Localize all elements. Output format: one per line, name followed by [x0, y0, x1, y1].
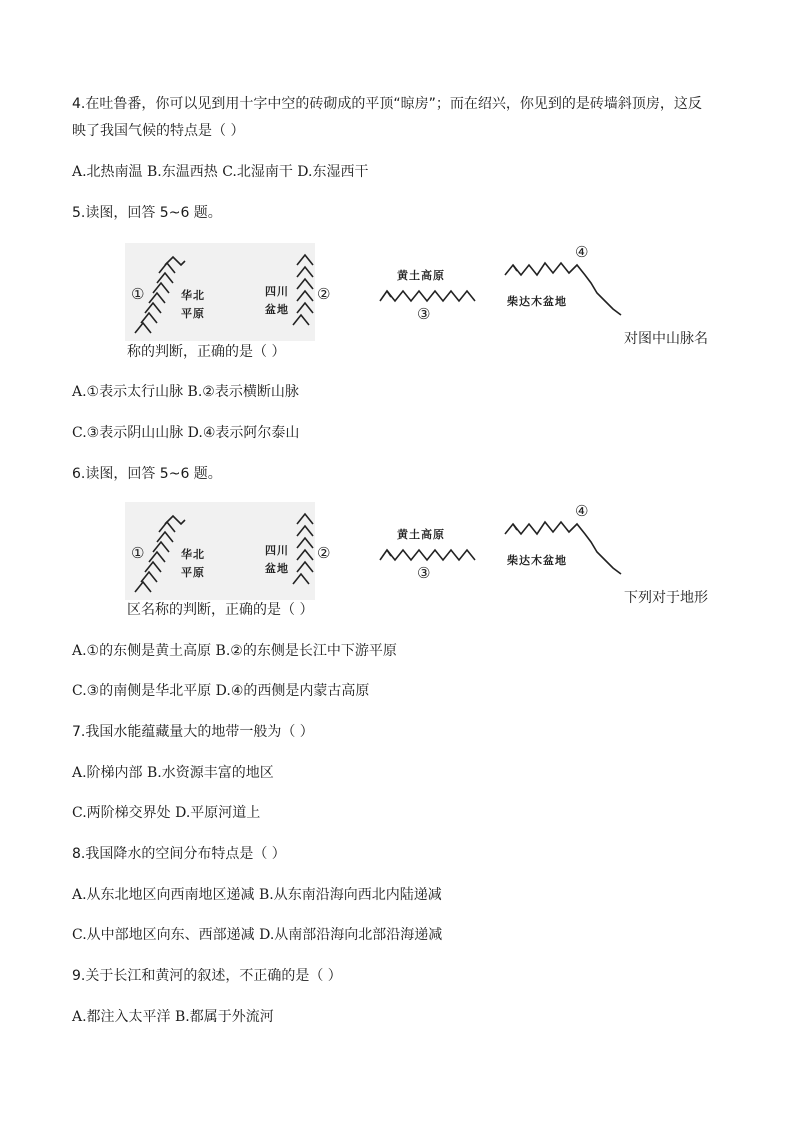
q5-options-ab: A.①表示太行山脉 B.②表示横断山脉 [72, 384, 299, 400]
terrain-figure-2 [125, 502, 645, 602]
label-2: ② [317, 285, 331, 303]
q6-continuation: 区名称的判断，正确的是（ ） [127, 602, 314, 618]
q6-options-cd: C.③的南侧是华北平原 D.④的西侧是内蒙古高原 [72, 683, 370, 699]
huabei-label-1: 华北 [181, 289, 205, 302]
terrain-figure-1 [125, 243, 645, 343]
label-1: ① [131, 544, 145, 562]
q5-right-text: 对图中山脉名 [624, 331, 708, 347]
label-3: ③ [417, 564, 431, 582]
q6-right-text: 下列对于地形 [624, 590, 708, 606]
sichuan-label-1: 四川 [265, 285, 289, 298]
huangtu-label: 黄土高原 [397, 269, 445, 282]
q5-options-cd: C.③表示阴山山脉 D.④表示阿尔泰山 [72, 425, 300, 441]
q4-options: A.北热南温 B.东温西热 C.北湿南干 D.东湿西干 [72, 164, 369, 180]
label-2: ② [317, 544, 331, 562]
huabei-label-1: 华北 [181, 548, 205, 561]
q8-options-cd: C.从中部地区向东、西部递减 D.从南部沿海向北部沿海递减 [72, 927, 443, 943]
label-1: ① [131, 285, 145, 303]
q8-stem: 8.我国降水的空间分布特点是（ ） [72, 846, 286, 862]
q8-options-ab: A.从东北地区向西南地区递减 B.从东南沿海向西北内陆递减 [72, 887, 442, 903]
q6-options-ab: A.①的东侧是黄土高原 B.②的东侧是长江中下游平原 [72, 643, 397, 659]
label-4: ④ [575, 502, 589, 520]
q7-stem: 7.我国水能蕴藏量大的地带一般为（ ） [72, 724, 314, 740]
huabei-label-2: 平原 [181, 566, 205, 579]
q4-stem-line1: 4.在吐鲁番，你可以见到用十字中空的砖砌成的平顶“晾房”；而在绍兴，你见到的是砖墙斜顶房，这反 [72, 96, 702, 112]
label-3: ③ [417, 305, 431, 323]
qaidam-label: 柴达木盆地 [507, 554, 567, 567]
q4-stem-line2: 映了我国气候的特点是（ ） [72, 123, 245, 139]
sichuan-label-1: 四川 [265, 544, 289, 557]
q9-options-ab: A.都注入太平洋 B.都属于外流河 [72, 1009, 274, 1025]
q7-options-cd: C.两阶梯交界处 D.平原河道上 [72, 805, 261, 821]
sichuan-label-2: 盆地 [265, 303, 289, 316]
q9-stem: 9.关于长江和黄河的叙述，不正确的是（ ） [72, 968, 342, 984]
huangtu-label: 黄土高原 [397, 528, 445, 541]
q7-options-ab: A.阶梯内部 B.水资源丰富的地区 [72, 765, 274, 781]
sichuan-label-2: 盆地 [265, 562, 289, 575]
qaidam-label: 柴达木盆地 [507, 295, 567, 308]
huabei-label-2: 平原 [181, 307, 205, 320]
q5-stem: 5.读图，回答 5~6 题。 [72, 205, 222, 221]
label-4: ④ [575, 243, 589, 261]
q6-stem: 6.读图，回答 5~6 题。 [72, 466, 222, 482]
q5-continuation: 称的判断，正确的是（ ） [127, 344, 286, 360]
